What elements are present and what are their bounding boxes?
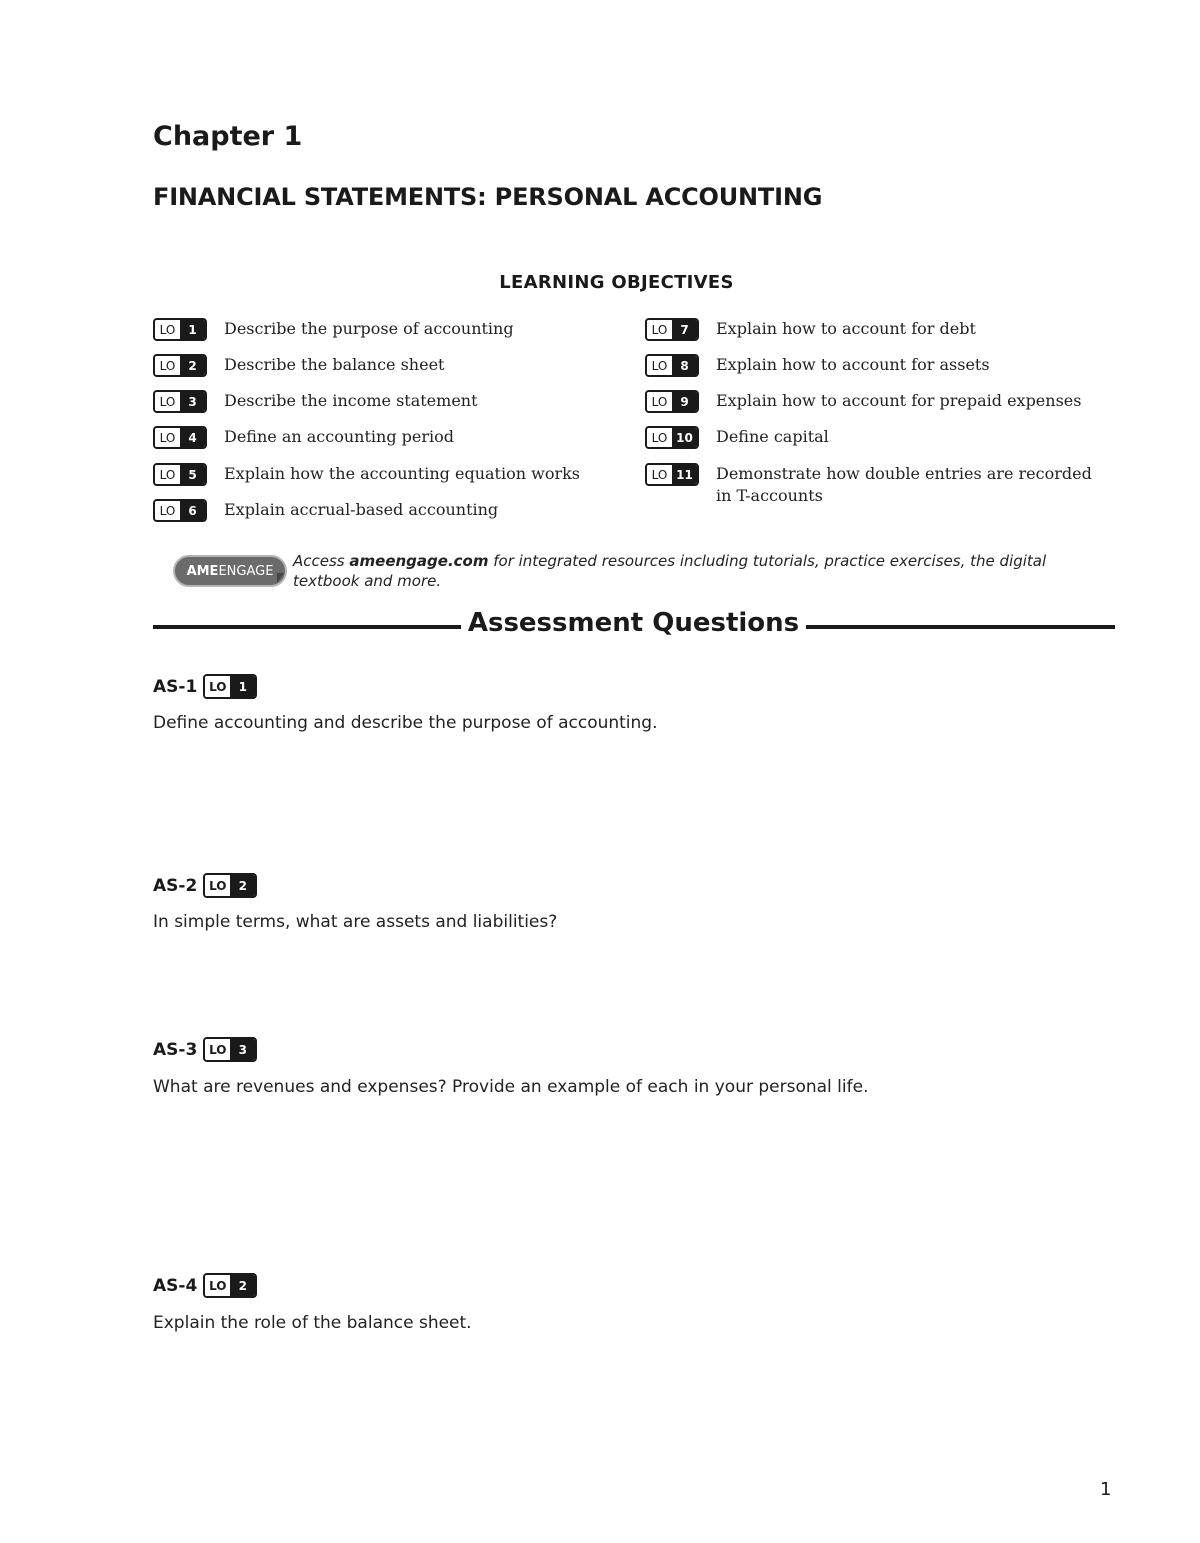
lo-text: Define capital: [716, 427, 829, 446]
question-id: AS-4 LO 2: [153, 1273, 257, 1298]
lo-badge: LO 1: [153, 318, 207, 341]
question-text: In simple terms, what are assets and liabilities?: [153, 912, 558, 932]
question-as-4: [153, 1273, 257, 1298]
lo-badge: LO 2: [153, 354, 207, 377]
lo-item-11: [645, 463, 1096, 507]
ameengage-description: Access ameengage.com for integrated resources including tutorials, practice exercises, the digital textbook and more.: [293, 552, 1047, 590]
lo-text: Demonstrate how double entries are recorded in T-accounts: [716, 464, 1092, 505]
lo-badge: LO 5: [153, 463, 207, 486]
question-text: Explain the role of the balance sheet.: [153, 1313, 472, 1333]
ameengage-logo[interactable]: AME ENGAGE: [173, 555, 287, 587]
lo-badge: LO 8: [645, 354, 699, 377]
lo-item-6: [153, 499, 498, 522]
lo-badge: LO 1: [203, 674, 257, 699]
lo-badge: LO 10: [645, 426, 699, 449]
page-number: 1: [1100, 1479, 1112, 1500]
section-rule-right: [806, 625, 1115, 629]
lo-item-5: [153, 463, 580, 486]
question-as-1: [153, 674, 257, 699]
lo-item-2: [153, 354, 444, 377]
lo-text: Explain how to account for assets: [716, 355, 990, 374]
learning-objectives-heading: LEARNING OBJECTIVES: [499, 272, 734, 293]
question-id: AS-1 LO 1: [153, 674, 257, 699]
question-as-3: [153, 1037, 257, 1062]
question-id: AS-3 LO 3: [153, 1037, 257, 1062]
lo-badge: LO 9: [645, 390, 699, 413]
lo-badge: LO 4: [153, 426, 207, 449]
lo-text: Describe the balance sheet: [224, 355, 445, 374]
lo-badge: LO 2: [203, 873, 257, 898]
chapter-label: Chapter 1: [153, 121, 303, 152]
section-rule-left: [153, 625, 461, 629]
chapter-title: FINANCIAL STATEMENTS: PERSONAL ACCOUNTING: [153, 183, 823, 211]
lo-text: Explain accrual-based accounting: [224, 500, 499, 519]
lo-item-3: [153, 390, 478, 413]
question-id: AS-2 LO 2: [153, 873, 257, 898]
lo-item-10: [645, 426, 1096, 449]
question-text: Define accounting and describe the purpose of accounting.: [153, 713, 658, 733]
question-as-2: [153, 873, 257, 898]
lo-badge: LO 6: [153, 499, 207, 522]
lo-badge: LO 7: [645, 318, 699, 341]
question-text: What are revenues and expenses? Provide an example of each in your personal life.: [153, 1077, 869, 1097]
lo-badge: LO 3: [203, 1037, 257, 1062]
lo-text: Explain how to account for prepaid expenses: [716, 391, 1082, 410]
lo-text: Explain how to account for debt: [716, 319, 976, 338]
lo-item-7: [645, 318, 1096, 341]
lo-item-1: [153, 318, 514, 341]
lo-text: Explain how the accounting equation works: [224, 464, 581, 483]
lo-text: Describe the income statement: [224, 391, 478, 410]
lo-badge: LO 2: [203, 1273, 257, 1298]
lo-badge: LO 3: [153, 390, 207, 413]
assessment-title: Assessment Questions: [467, 608, 800, 638]
lo-badge: LO 11: [645, 463, 699, 486]
lo-text: Define an accounting period: [224, 427, 454, 446]
cursor-icon: [277, 573, 284, 583]
lo-item-4: [153, 426, 454, 449]
ameengage-link[interactable]: ameengage.com: [349, 552, 489, 570]
lo-item-9: [645, 390, 1096, 413]
lo-item-8: [645, 354, 1096, 377]
lo-text: Describe the purpose of accounting: [224, 319, 514, 338]
